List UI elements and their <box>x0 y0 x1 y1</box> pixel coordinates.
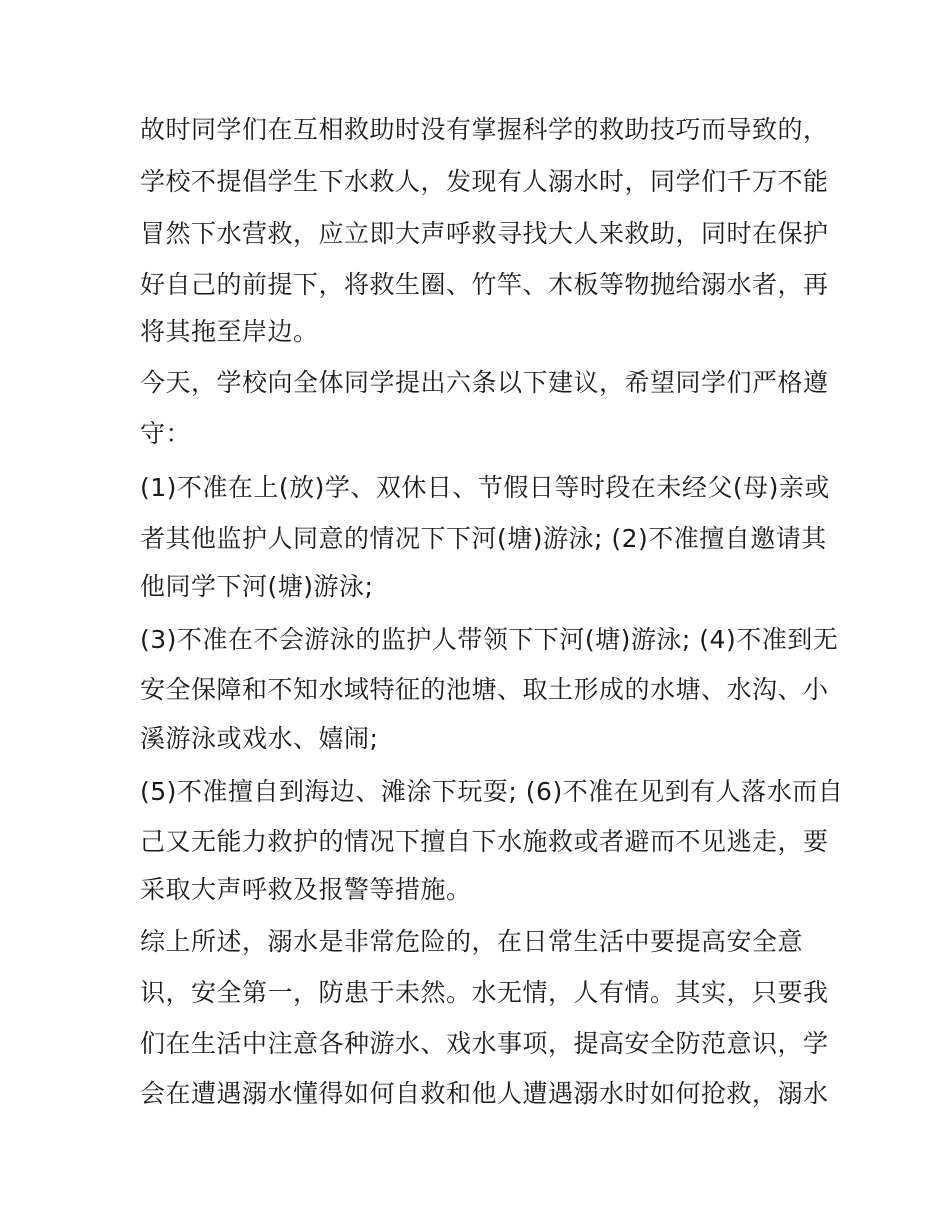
text-line: 者其他监护人同意的情况下下河(塘)游泳; (2)不准擅自邀请其 <box>140 524 827 553</box>
text-line: 守： <box>140 419 192 448</box>
text-line: (1)不准在上(放)学、双休日、节假日等时段在未经父(母)亲或 <box>140 473 830 502</box>
text-line: 故时同学们在互相救助时没有掌握科学的救助技巧而导致的， <box>140 115 829 144</box>
text-line: 综上所述，溺水是非常危险的，在日常生活中要提高安全意 <box>140 927 804 956</box>
text-line: 识，安全第一，防患于未然。水无情，人有情。其实，只要我 <box>140 978 829 1007</box>
text-line: 冒然下水营救，应立即大声呼救寻找大人来救助，同时在保护 <box>140 219 829 248</box>
text-line: 好自己的前提下，将救生圈、竹竿、木板等物抛给溺水者，再 <box>140 270 829 299</box>
text-line: 己又无能力救护的情况下擅自下水施救或者避而不见逃走，要 <box>140 827 829 856</box>
text-line: (5)不准擅自到海边、滩涂下玩耍; (6)不准在见到有人落水而自 <box>140 777 844 806</box>
text-line: 今天，学校向全体同学提出六条以下建议，希望同学们严格遵 <box>140 368 829 397</box>
text-line: 学校不提倡学生下水救人，发现有人溺水时，同学们千万不能 <box>140 167 829 196</box>
text-line: 会在遭遇溺水懂得如何自救和他人遭遇溺水时如何抢救，溺水 <box>140 1079 829 1108</box>
text-line: 将其拖至岸边。 <box>140 317 319 346</box>
text-line: 溪游泳或戏水、嬉闹; <box>140 724 379 753</box>
text-line: 他同学下河(塘)游泳; <box>140 572 374 601</box>
text-line: 们在生活中注意各种游水、戏水事项，提高安全防范意识，学 <box>140 1029 829 1058</box>
text-line: 安全保障和不知水域特征的池塘、取土形成的水塘、水沟、小 <box>140 675 829 704</box>
text-line: 采取大声呼救及报警等措施。 <box>140 875 472 904</box>
text-line: (3)不准在不会游泳的监护人带领下下河(塘)游泳; (4)不准到无 <box>140 625 839 654</box>
